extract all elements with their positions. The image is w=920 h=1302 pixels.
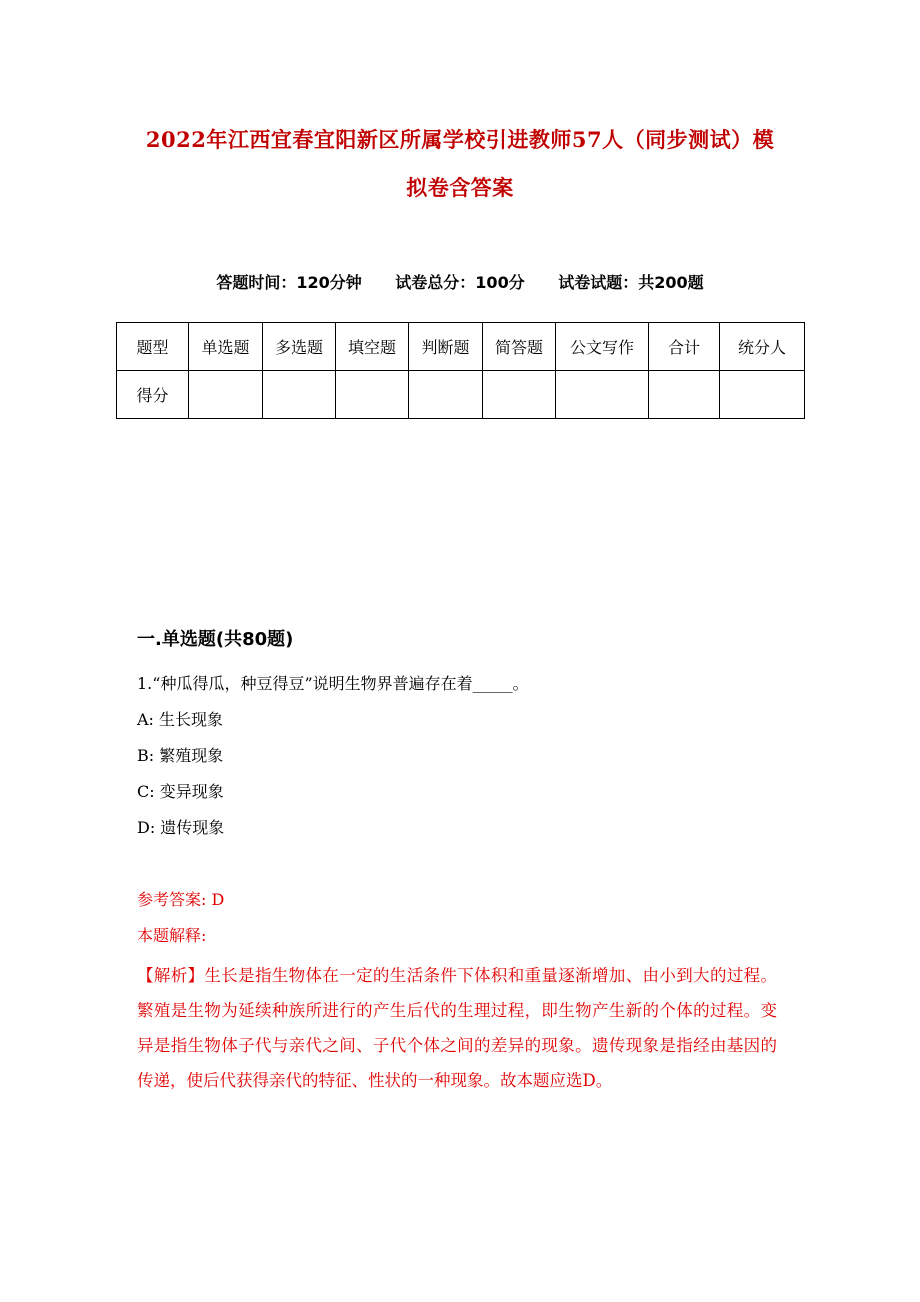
exam-total-score: 试卷总分：100分 xyxy=(395,273,525,292)
score-row-label: 得分 xyxy=(117,371,189,419)
exam-meta xyxy=(0,270,920,293)
score-cell xyxy=(336,371,409,419)
score-table-header: 合计 xyxy=(649,323,720,371)
score-table xyxy=(116,322,805,419)
explanation-label: 本题解释: xyxy=(137,926,207,945)
score-cell xyxy=(720,371,805,419)
score-table-header: 判断题 xyxy=(409,323,483,371)
answer-line: 参考答案: D xyxy=(137,890,225,909)
exam-title-line1: 2022年江西宜春宜阳新区所属学校引进教师57人（同步测试）模 xyxy=(145,127,775,152)
score-table-header: 公文写作 xyxy=(556,323,649,371)
exam-title-line2: 拟卷含答案 xyxy=(406,175,514,200)
score-table-header: 简答题 xyxy=(483,323,556,371)
score-table-header: 单选题 xyxy=(189,323,263,371)
exam-question-count: 试卷试题：共200题 xyxy=(558,273,704,292)
score-cell xyxy=(556,371,649,419)
score-cell xyxy=(649,371,720,419)
score-cell xyxy=(189,371,263,419)
explanation-text: 【解析】生长是指生物体在一定的生活条件下体积和重量逐渐增加、由小到大的过程。繁殖是生物为延续种族所进行的产生后代的生理过程，即生物产生新的个体的过程。变异是指生物体子代与亲代之间、子代个体之间的差异的现象。遗传现象是指经由基因的传递，使后代获得亲代的特征、性状的一种现象。故本题应选D。 xyxy=(137,966,777,1090)
section-title: 一.单选题(共80题) xyxy=(137,629,294,650)
score-cell xyxy=(409,371,483,419)
exam-time: 答题时间：120分钟 xyxy=(216,273,362,292)
score-cell xyxy=(483,371,556,419)
score-table-header: 统分人 xyxy=(720,323,805,371)
option-c: C: 变异现象 xyxy=(137,782,224,801)
option-a: A: 生长现象 xyxy=(137,710,224,729)
score-table-score-row xyxy=(117,371,805,419)
score-table-header: 填空题 xyxy=(336,323,409,371)
option-d: D: 遗传现象 xyxy=(137,818,225,837)
score-table-header-row xyxy=(117,323,805,371)
score-table-header: 题型 xyxy=(117,323,189,371)
question-stem: 1.“种瓜得瓜，种豆得豆”说明生物界普遍存在着_____。 xyxy=(137,674,529,693)
score-cell xyxy=(263,371,336,419)
option-b: B: 繁殖现象 xyxy=(137,746,224,765)
score-table-header: 多选题 xyxy=(263,323,336,371)
